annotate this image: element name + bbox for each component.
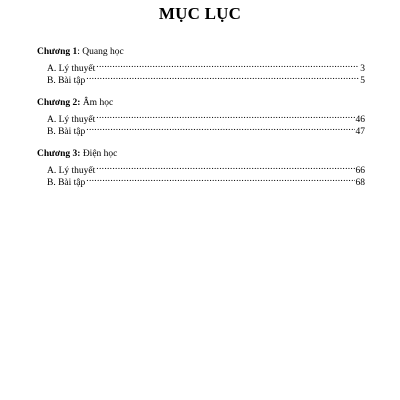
toc-entry-label: B. Bài tập xyxy=(47,76,86,86)
dot-leader xyxy=(96,161,354,173)
toc-chapter-2 xyxy=(37,97,365,137)
toc-page-number: 47 xyxy=(355,127,365,137)
chapter-heading xyxy=(37,97,365,110)
chapter-heading xyxy=(37,148,365,161)
page-title: MỤC LỤC xyxy=(158,4,242,23)
toc-entry[interactable] xyxy=(37,161,365,176)
dot-leader xyxy=(96,59,359,71)
toc-page-number: 66 xyxy=(355,166,365,176)
dot-leader xyxy=(86,173,354,185)
table-of-contents xyxy=(37,46,365,199)
chapter-name: Âm học xyxy=(82,98,114,108)
chapter-separator: : xyxy=(77,47,80,57)
toc-entry-label: A. Lý thuyết xyxy=(47,64,96,74)
toc-page-number: 5 xyxy=(360,76,365,86)
toc-chapter-3 xyxy=(37,148,365,188)
toc-page-number: 3 xyxy=(360,64,365,74)
toc-page-number: 46 xyxy=(355,115,365,125)
chapter-label: Chương 3: xyxy=(37,149,81,159)
toc-entry-label: A. Lý thuyết xyxy=(47,166,96,176)
dot-leader xyxy=(86,71,359,83)
chapter-label: Chương 2: xyxy=(37,98,81,108)
toc-entry-label: A. Lý thuyết xyxy=(47,115,96,125)
toc-entry[interactable] xyxy=(37,122,365,137)
chapter-name: Quang học xyxy=(82,47,124,57)
toc-entry[interactable] xyxy=(37,59,365,74)
chapter-heading xyxy=(37,46,365,59)
toc-page-number: 68 xyxy=(355,178,365,188)
toc-entry[interactable] xyxy=(37,110,365,125)
toc-entry-label: B. Bài tập xyxy=(47,178,86,188)
chapter-name: Điện học xyxy=(82,149,118,159)
dot-leader xyxy=(86,122,354,134)
toc-entry-label: B. Bài tập xyxy=(47,127,86,137)
toc-entry[interactable] xyxy=(37,173,365,188)
toc-chapter-1 xyxy=(37,46,365,86)
toc-entry[interactable] xyxy=(37,71,365,86)
dot-leader xyxy=(96,110,354,122)
chapter-label: Chương 1 xyxy=(37,47,78,57)
